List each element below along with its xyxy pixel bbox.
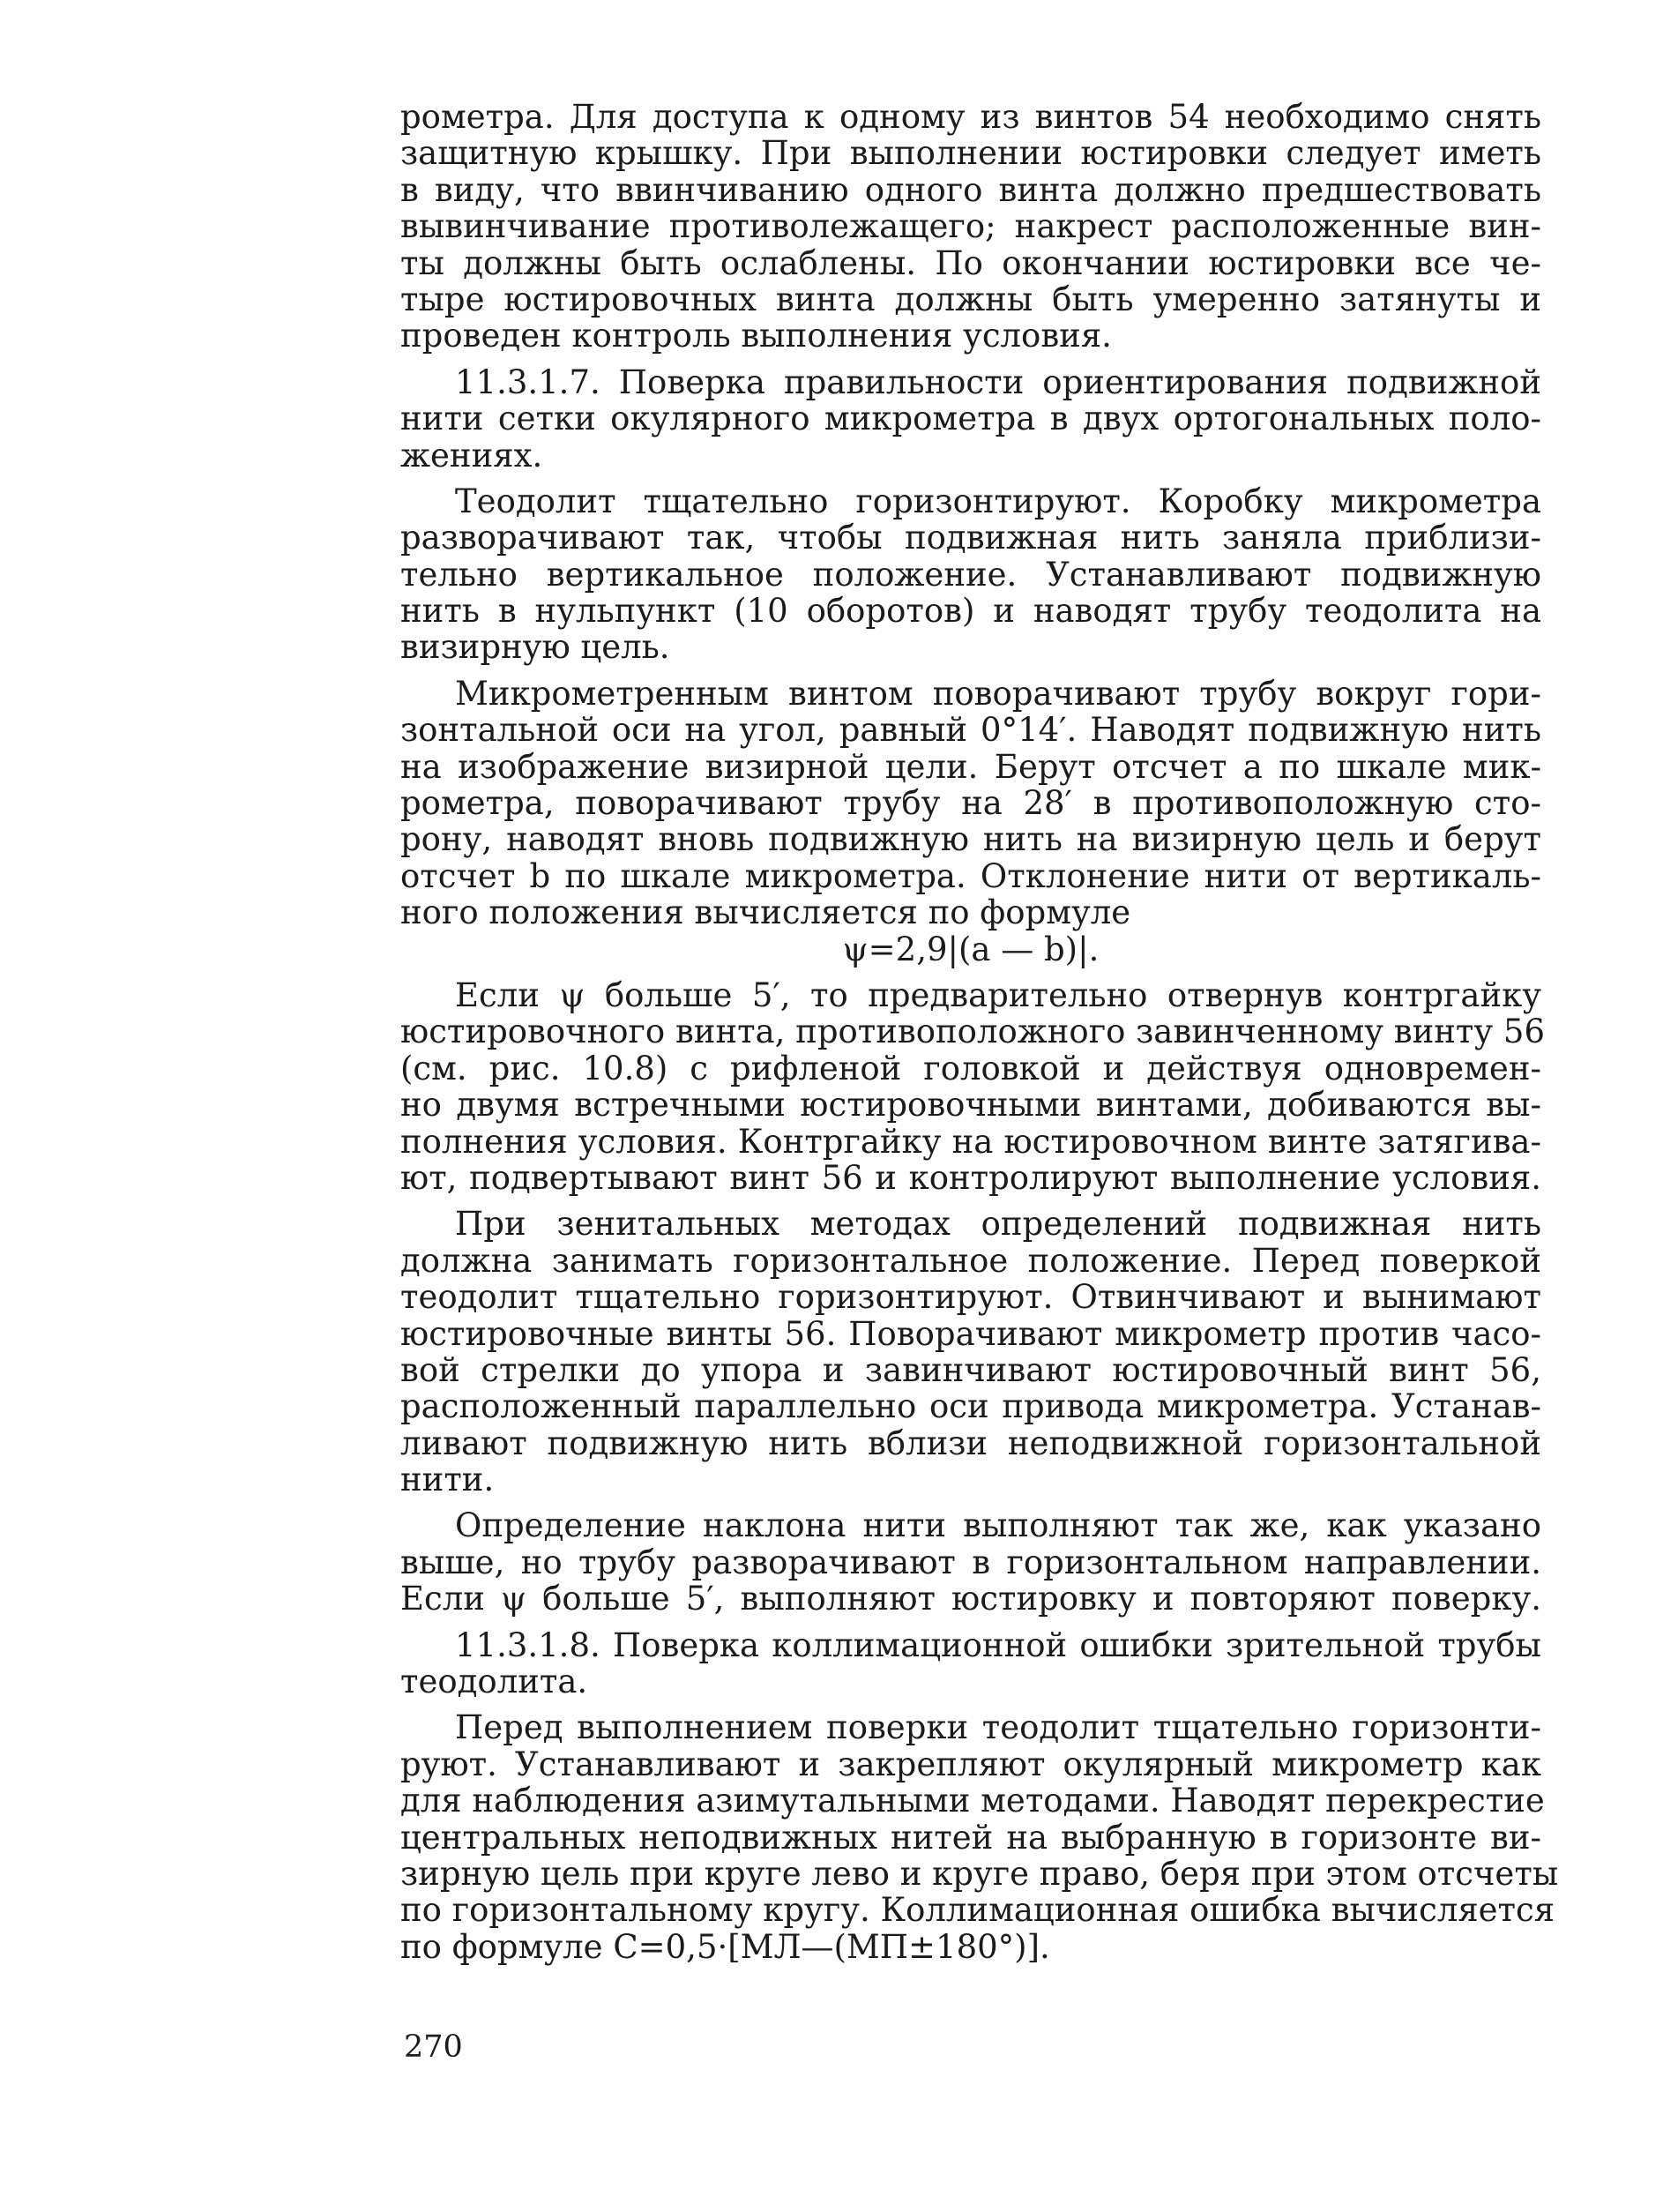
text-line: центральных неподвижных нитей на выбранную в горизонте ви- [400, 1818, 1541, 1857]
text-line: проведен контроль выполнения условия. [400, 317, 1112, 355]
page-number: 270 [404, 2029, 463, 2065]
text-line: При зенитальных методах определений подвижная нить [455, 1205, 1541, 1244]
text-line: зонтальной оси на угол, равный 0°14′. Наводят подвижную нить [400, 711, 1541, 750]
text-line: руют. Устанавливают и закрепляют окулярный микрометр как [400, 1745, 1541, 1783]
text-line: 11.3.1.7. Поверка правильности ориентирования подвижной [455, 362, 1541, 401]
text-line: для наблюдения азимутальными методами. Наводят перекрестие [400, 1782, 1545, 1820]
paragraph [400, 1507, 1541, 1617]
text-line: юстировочные винты 56. Поворачивают микрометр против часо- [400, 1314, 1541, 1353]
text-line: ливают подвижную нить вблизи неподвижной горизонтальной [400, 1424, 1541, 1462]
text-line: ного положения вычисляется по формуле [400, 893, 1131, 932]
text-line: рометра. Для доступа к одному из винтов 54 необходимо снять [400, 98, 1541, 136]
text-line: нить в нульпункт (10 оборотов) и наводят трубу теодолита на [400, 592, 1541, 631]
paragraph [400, 483, 1541, 666]
text-line: Если ψ больше 5′, выполняют юстировку и повторяют поверку. [400, 1580, 1541, 1618]
text-line: но двумя встречными юстировочными винтами, добиваются вы- [400, 1086, 1541, 1125]
text-line: вой стрелки до упора и завинчивают юстировочный винт 56, [400, 1350, 1541, 1389]
formula: ψ=2,9|(a — b)|. [842, 930, 1100, 968]
text-line: Определение наклона нити выполняют так же, как указано [455, 1506, 1541, 1545]
text-line: защитную крышку. При выполнении юстировки следует иметь [400, 134, 1541, 173]
text-line: вывинчивание противолежащего; накрест расположенные вин- [400, 207, 1541, 246]
paragraph-with-formula [400, 676, 1541, 968]
text-line: рону, наводят вновь подвижную нить на визирную цель и берут [400, 820, 1541, 859]
paragraph [400, 1206, 1541, 1498]
text-line: Если ψ больше 5′, то предварительно отвернув контргайку [455, 975, 1541, 1014]
text-line: Микрометренным винтом поворачивают трубу вокруг гори- [455, 674, 1541, 713]
text-line: тыре юстировочных винта должны быть умеренно затянуты и [400, 280, 1541, 318]
text-line: жениях. [400, 436, 543, 475]
paragraph [400, 1708, 1559, 1966]
text-line: Перед выполнением поверки теодолит тщательно горизонти- [455, 1708, 1541, 1747]
text-line: Теодолит тщательно горизонтируют. Коробку микрометра [455, 482, 1541, 520]
text-line: 11.3.1.8. Поверка коллимационной ошибки зрительной трубы [455, 1625, 1541, 1664]
text-line: на изображение визирной цели. Берут отсчет a по шкале мик- [400, 747, 1541, 786]
text-line: зирную цель при круге лево и круге право, беря при этом отсчеты [400, 1854, 1559, 1893]
text-line: юстировочного винта, противоположного завинченному винту 56 [400, 1013, 1546, 1051]
text-line: должна занимать горизонтальное положение. Перед поверкой [400, 1241, 1541, 1280]
text-line: полнения условия. Контргайку на юстировочном винте затягива- [400, 1122, 1541, 1161]
text-line: теодолит тщательно горизонтируют. Отвинчивают и вынимают [400, 1278, 1541, 1317]
paragraph [400, 975, 1546, 1197]
text-line: по горизонтальному кругу. Коллимационная ошибка вычисляется [400, 1891, 1555, 1930]
text-line: (см. рис. 10.8) с рифленой головкой и действуя одновремен- [400, 1049, 1541, 1087]
text-line: нити. [400, 1461, 495, 1499]
text-line: нити сетки окулярного микрометра в двух ортогональных поло- [400, 400, 1541, 438]
section-heading-11-3-1-7 [400, 364, 1541, 474]
text-line: тельно вертикальное положение. Устанавливают подвижную [400, 555, 1541, 594]
paragraph-continuation [400, 99, 1541, 355]
text-line: по формуле C=0,5·[МЛ—(МП±180°)]. [400, 1927, 1050, 1966]
text-line: в виду, что ввинчиванию одного винта должно предшествовать [400, 170, 1541, 209]
text-line: ты должны быть ослаблены. По окончании юстировки все че- [400, 243, 1541, 282]
text-line: ют, подвертывают винт 56 и контролируют выполнение условия. [400, 1158, 1541, 1197]
text-line: рометра, поворачивают трубу на 28′ в противоположную сто- [400, 784, 1541, 823]
text-line: выше, но трубу разворачивают в горизонтальном направлении. [400, 1543, 1541, 1581]
text-line: расположенный параллельно оси привода микрометра. Устанав- [400, 1387, 1541, 1426]
text-line: визирную цель. [400, 628, 670, 667]
text-line: отсчет b по шкале микрометра. Отклонение нити от вертикаль- [400, 856, 1541, 895]
document-body [400, 98, 1559, 1966]
text-line: разворачивают так, чтобы подвижная нить заняла приблизи- [400, 519, 1541, 557]
section-heading-11-3-1-8 [400, 1627, 1541, 1700]
text-line: теодолита. [400, 1663, 588, 1701]
